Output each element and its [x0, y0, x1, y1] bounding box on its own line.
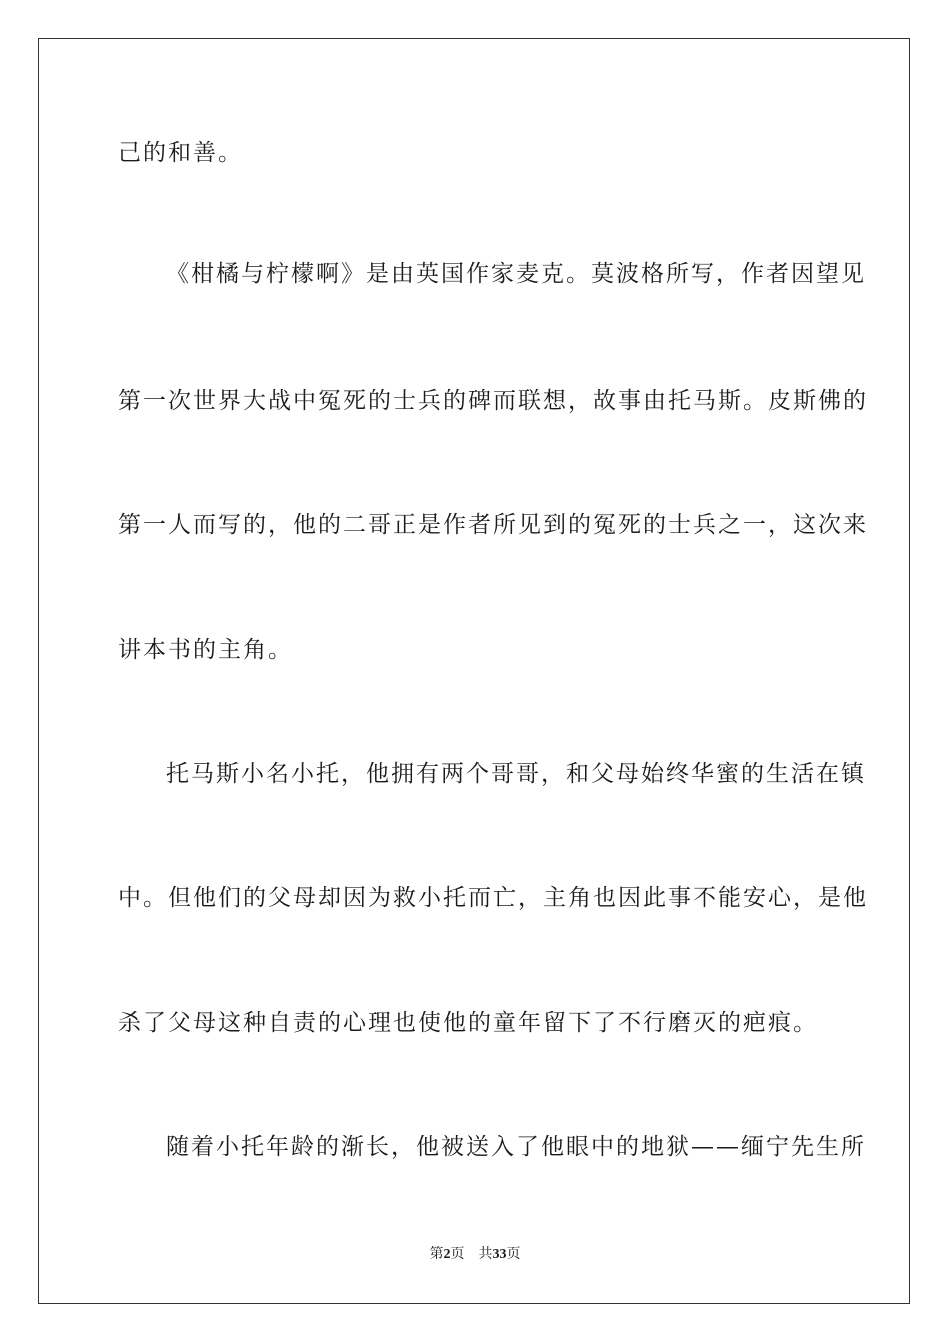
paragraph-line: 讲本书的主角。 [118, 637, 293, 663]
total-prefix: 共 [478, 1247, 493, 1262]
paragraph-line: 杀了父母这种自责的心理也使他的童年留下了不行磨灭的疤痕。 [118, 1010, 818, 1036]
page-number: 2 [443, 1247, 451, 1262]
total-pages: 33 [492, 1247, 507, 1262]
page-border [38, 38, 910, 1304]
paragraph-line: 中。但他们的父母却因为救小托而亡，主角也因此事不能安心，是他 [118, 885, 868, 911]
page-footer [0, 1245, 950, 1265]
total-suffix: 页 [506, 1247, 521, 1262]
page-suffix: 页 [450, 1247, 465, 1262]
paragraph-line: 第一人而写的，他的二哥正是作者所见到的冤死的士兵之一，这次来 [118, 512, 868, 538]
paragraph-line: 第一次世界大战中冤死的士兵的碑而联想，故事由托马斯。皮斯佛的 [118, 388, 868, 414]
paragraph-line: 托马斯小名小托，他拥有两个哥哥，和父母始终华蜜的生活在镇 [166, 761, 866, 787]
page-prefix: 第 [429, 1247, 444, 1262]
paragraph-line: 《柑橘与柠檬啊》是由英国作家麦克。莫波格所写，作者因望见 [166, 261, 866, 287]
paragraph-line: 己的和善。 [118, 140, 243, 166]
paragraph-line: 随着小托年龄的渐长，他被送入了他眼中的地狱——缅宁先生所 [166, 1134, 866, 1160]
